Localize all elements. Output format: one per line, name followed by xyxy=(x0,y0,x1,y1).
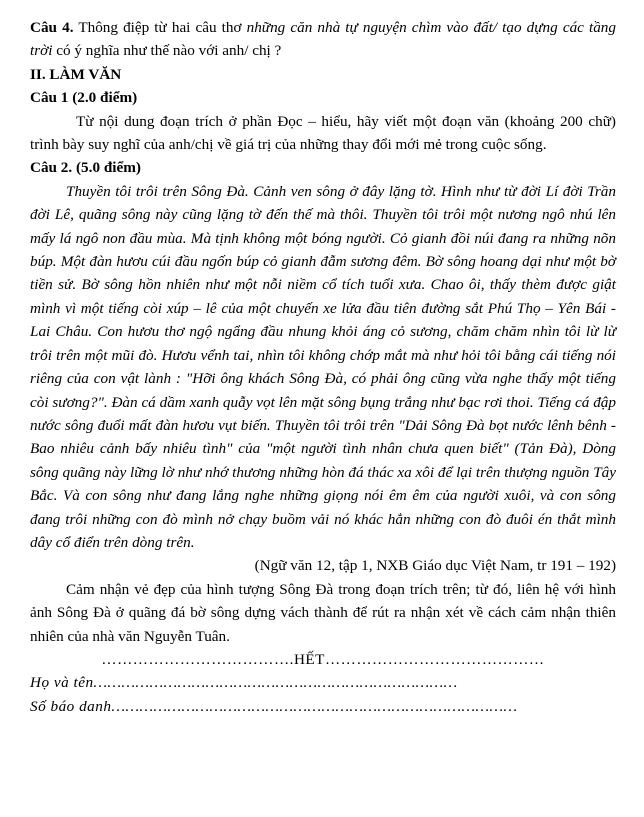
cau-2-heading: Câu 2. (5.0 điểm) xyxy=(30,159,141,177)
cau-1-heading: Câu 1 (2.0 điểm) xyxy=(30,89,138,107)
cau-1-body: Từ nội dung đoạn trích ở phần Đọc – hiểu, hãy viết một đoạn văn (khoảng 200 chữ) trình bày suy nghĩ của anh/chị về giá trị của những thay đổi mới mẻ trong cuộc sống. xyxy=(30,112,616,154)
cau-2-task: Cảm nhận vẻ đẹp của hình tượng Sông Đà trong đoạn trích trên; từ đó, liên hệ với hình ảnh Sông Đà ở quãng đá bờ sông dựng vách thành để rút ra nhận xét về cách cảm nhận thiên nhiên của nhà văn Nguyễn Tuân. xyxy=(30,580,616,645)
id-fill-dots: …………………………………………………………………………… xyxy=(111,697,518,715)
name-fill-dots: …………………………………………………………………… xyxy=(93,674,458,692)
question-4-text-after: có ý nghĩa như thế nào với anh/ chị ? xyxy=(52,42,282,60)
end-line: ……………………………….HẾT…………………………………… xyxy=(101,650,545,668)
question-4-text-before: Thông điệp từ hai câu thơ xyxy=(73,19,247,36)
exam-page xyxy=(30,16,616,718)
question-4-quote: những căn nhà tự nguyện chìm vào đất/ tạo dựng các tầng trời xyxy=(30,19,616,60)
cau-2-source: (Ngữ văn 12, tập 1, NXB Giáo dục Việt Nam, tr 191 – 192) xyxy=(254,557,616,575)
question-4-label: Câu 4. xyxy=(30,19,74,36)
question-4 xyxy=(30,16,616,63)
name-line xyxy=(30,671,616,694)
cau-2-passage: Thuyền tôi trôi trên Sông Đà. Cảnh ven sông ở đây lặng tờ. Hình như từ đời Lí đời Trần đời Lê, quãng sông này cũng lặng tờ đến thế mà thôi. Thuyền tôi trôi một nương ngô nhú lên mấy lá ngô non đầu mùa. Mà tịnh không một bóng người. Cỏ gianh đồi núi đang ra những nõn búp. Một đàn hươu cúi đầu ngốn búp cỏ gianh đẫm sương đêm. Bờ sông hoang dại như một bờ tiền sử. Bờ sông hồn nhiên như một nỗi niềm cổ tích tuổi xưa. Chao ôi, thấy thèm được giật mình vì một tiếng còi xúp – lê của một chuyến xe lửa đầu tiên đường sắt Phú Thọ – Yên Bái - Lai Châu. Con hươu thơ ngộ ngẩng đầu nhung khỏi áng cỏ sương, chăm chăm nhìn tôi lừ lừ trôi trên một mũi đò. Hươu vểnh tai, nhìn tôi không chớp mắt mà như hỏi tôi bằng cái tiếng nói riêng của con vật lành : "Hỡi ông khách Sông Đà, có phải ông cũng vừa nghe thấy một tiếng còi sương?". Đàn cá dầm xanh quẫy vọt lên mặt sông bụng trắng như bạc rơi thoi. Tiếng cá đập nước sông đuổi mất đàn hươu vụt biến. Thuyền tôi trôi trên "Dải Sông Đà bọt nước lênh bênh - Bao nhiêu cảnh bấy nhiêu tình" của "một người tình nhân chưa quen biết" (Tản Đà), Dòng sông quãng này lững lờ như nhớ thương những hòn đá thác xa xôi để lại trên thượng nguồn Tây Bắc. Và con sông như đang lắng nghe những giọng nói êm êm của người xuôi, và con sông đang trôi những con đò mình nở chạy buồm vải nó khác hẳn những con đò đuôi én thắt mình dây cổ điển trên dòng trên. xyxy=(30,182,616,551)
section-heading: II. LÀM VĂN xyxy=(30,65,122,83)
id-line xyxy=(30,695,616,718)
id-label: Số báo danh xyxy=(30,697,112,715)
name-label: Họ và tên xyxy=(30,674,94,692)
